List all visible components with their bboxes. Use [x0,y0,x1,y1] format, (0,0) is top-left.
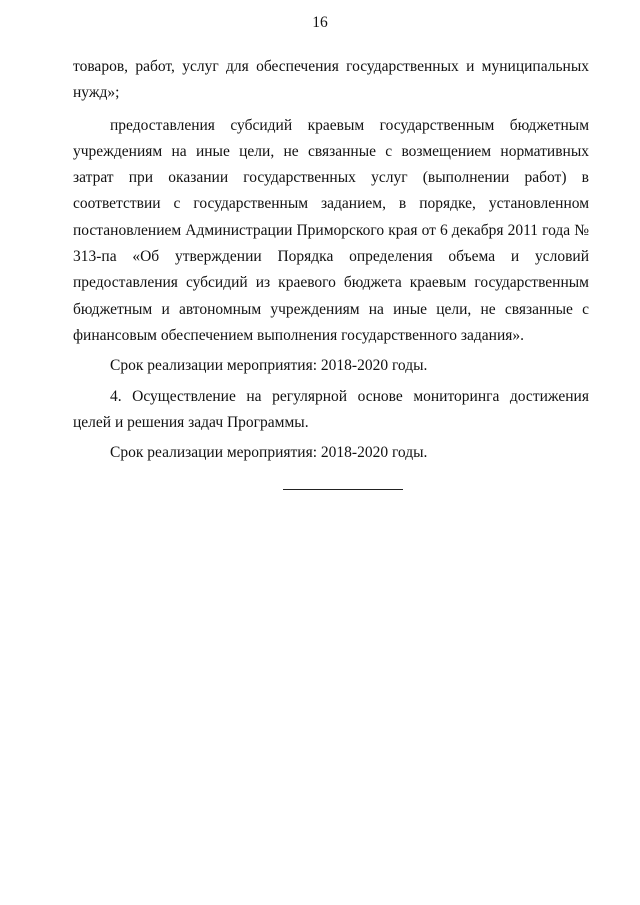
paragraph-implementation-period-2: Срок реализации мероприятия: 2018-2020 годы. [110,444,428,462]
paragraph-procurement-continuation: товаров, работ, услуг для обеспечения государственных и муниципальных нужд»; [73,58,589,102]
paragraph-subsidies: предоставления субсидий краевым государственным бюджетным учреждениям на иные цели, не связанные с возмещением нормативных затрат при оказании государственных услуг (выполнении работ) в соответствии с государственным заданием, в порядке, установленном постановлением Администрации Приморского края от 6 декабря 2011 года № 313-па «Об утверждении Порядка определения объема и условий предоставления субсидий из краевого бюджета краевым государственным бюджетным и автономным учреждениям на иные цели, не связанные с финансовым обеспечением выполнения государственного задания». [73,116,589,344]
end-divider-line [283,489,403,490]
paragraph-monitoring: 4. Осуществление на регулярной основе мониторинга достижения целей и решения задач Программы. [73,387,589,431]
document-body [73,54,589,466]
paragraph-implementation-period: Срок реализации мероприятия: 2018-2020 годы. [110,357,428,375]
page-number: 16 [312,14,328,31]
